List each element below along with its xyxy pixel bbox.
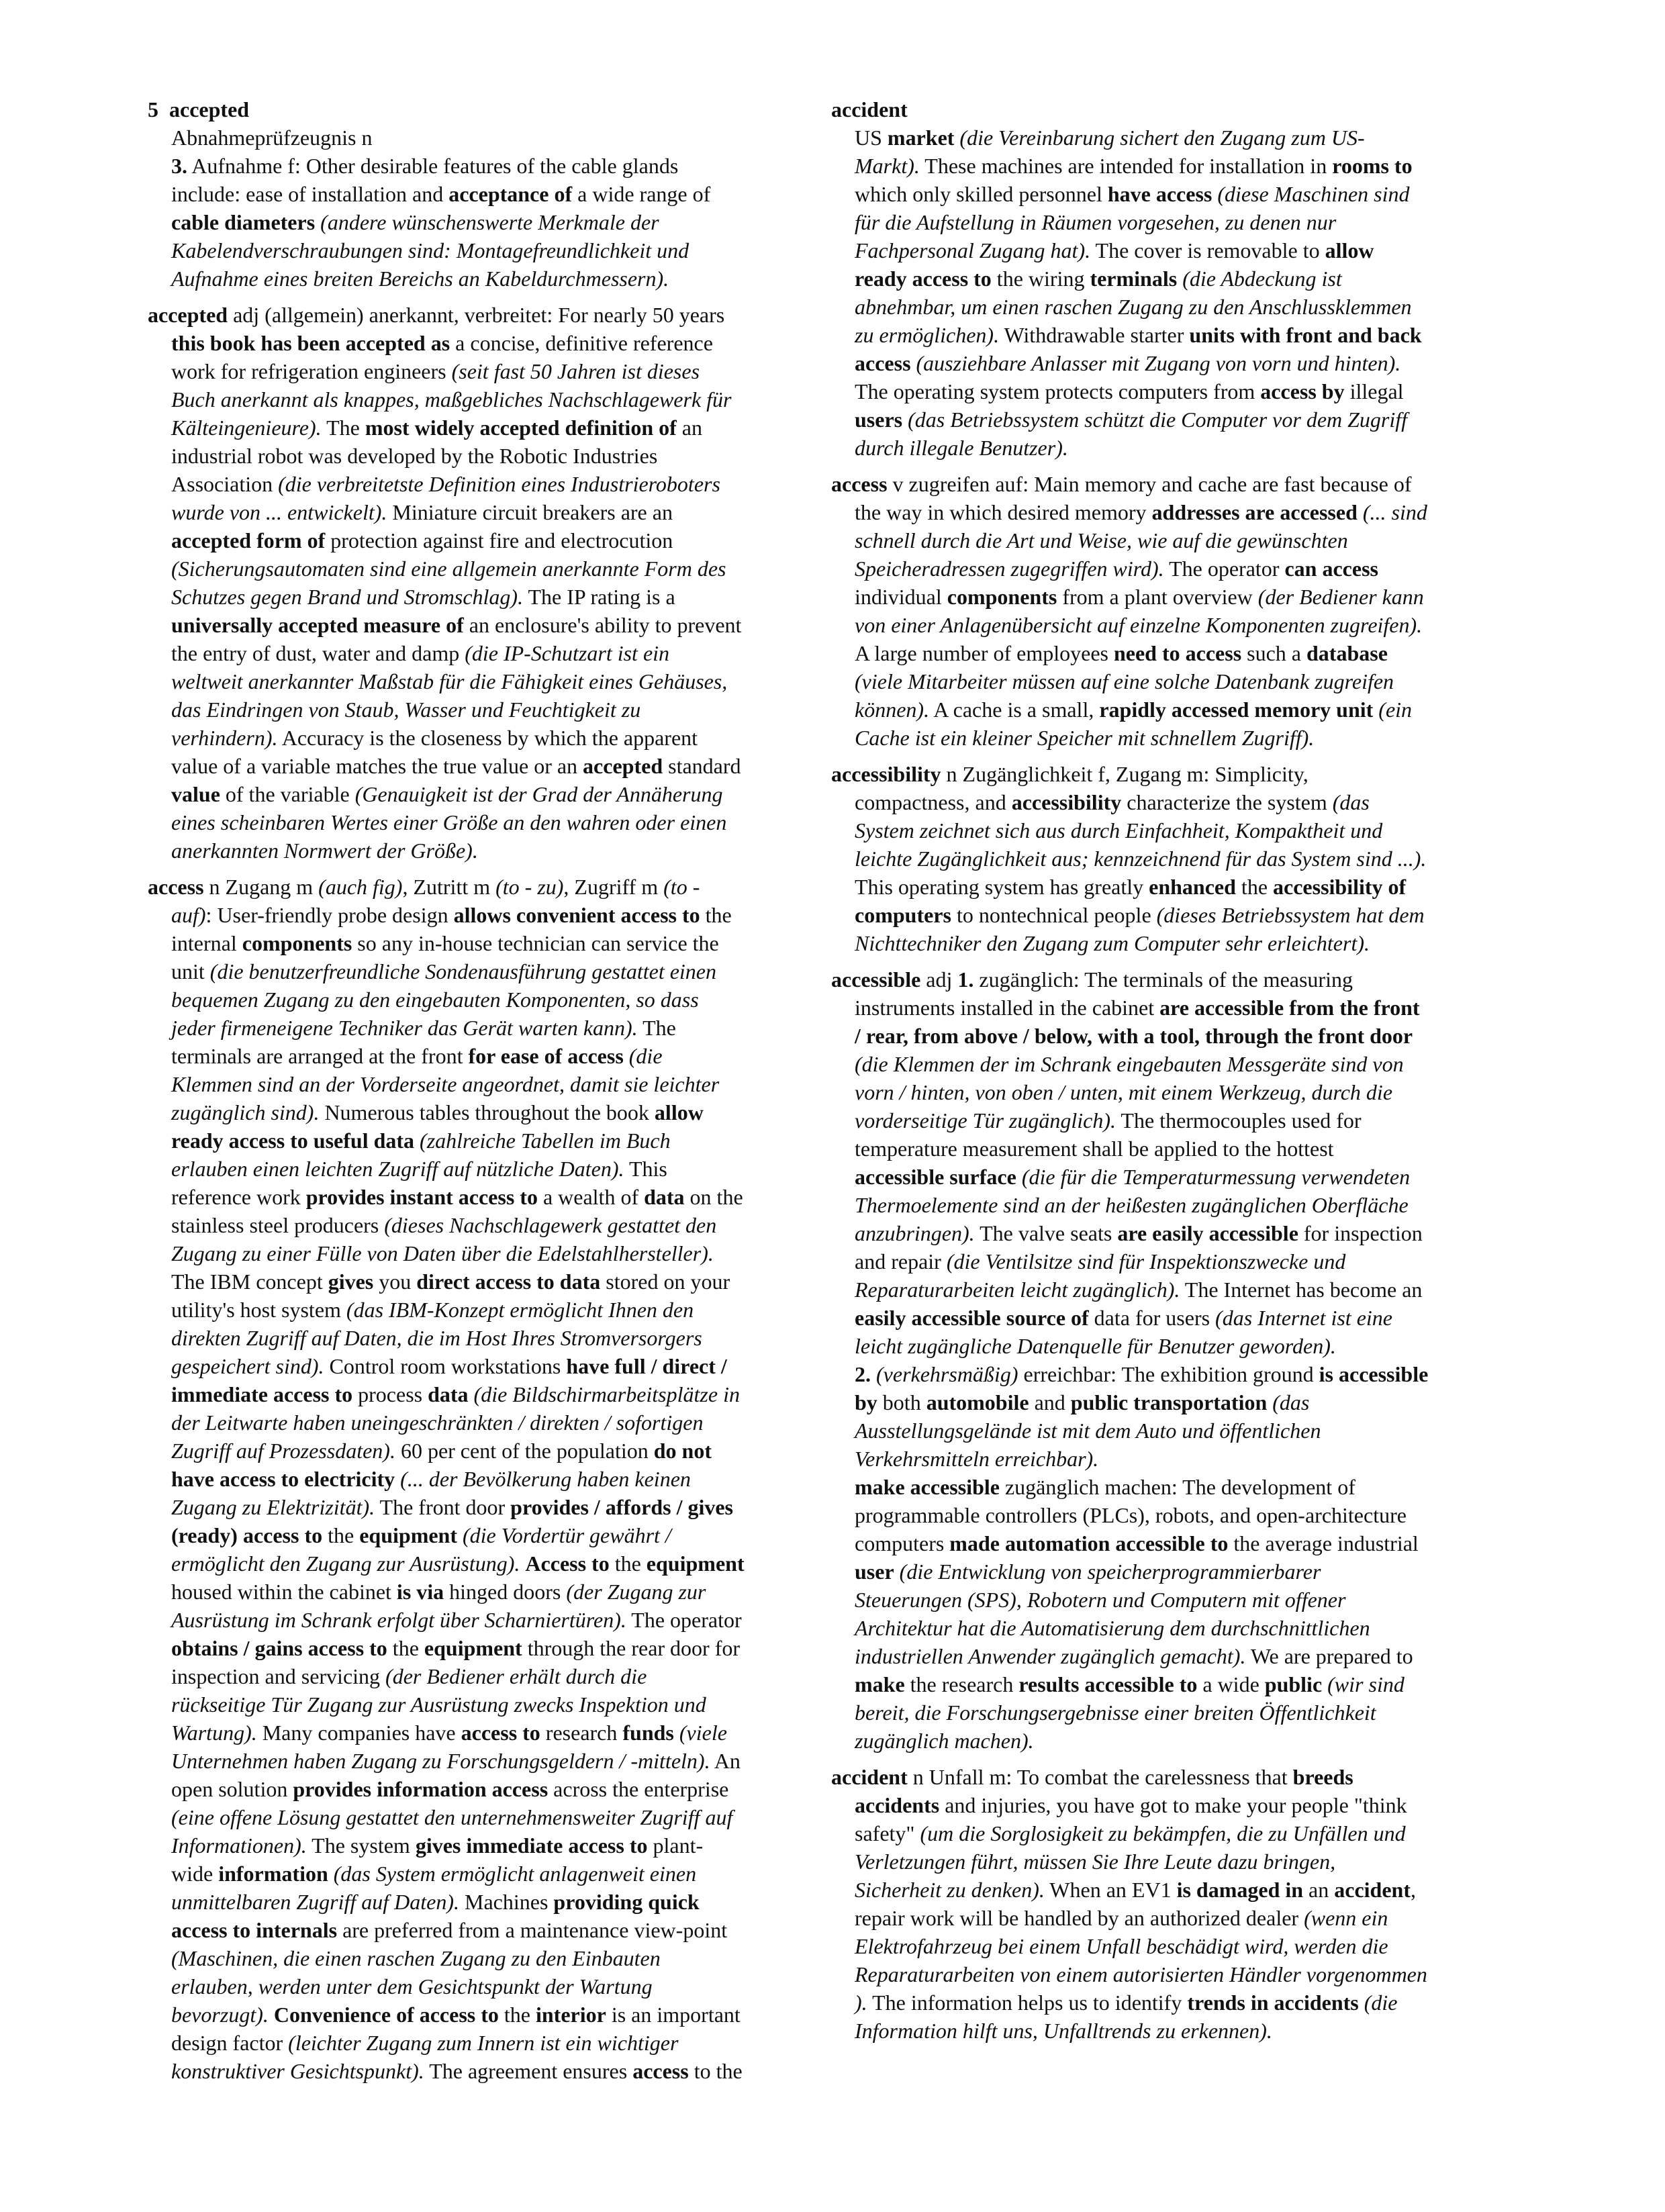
entry-line: konstruktiver Gesichtspunkt). The agreement ensures access to the: [171, 2059, 743, 2083]
entry-line: Verkehrsmitteln erreichbar).: [855, 1447, 1099, 1471]
entry-continuation: [831, 124, 1503, 462]
entry-line: 3. Aufnahme f: Other desirable features of the cable glands: [171, 154, 679, 178]
entry-line: auf): User-friendly probe design allows convenient access to the: [171, 903, 732, 927]
entry-line: Markt). These machines are intended for installation in rooms to: [855, 154, 1413, 178]
entry-line: inspection and servicing (der Bediener erhält durch die: [171, 1664, 647, 1688]
page-header-right: [831, 95, 908, 124]
entry-line: bevorzugt). Convenience of access to the interior is an important: [171, 2003, 741, 2027]
entry-line: which only skilled personnel have access (diese Maschinen sind: [855, 182, 1410, 206]
entry-line: reference work provides instant access to a wealth of data on the: [171, 1185, 743, 1209]
entry-line: System zeichnet sich aus durch Einfachheit, Kompaktheit und: [855, 818, 1383, 843]
entry-line: Unternehmen haben Zugang zu Forschungsgeldern / -mitteln). An: [171, 1749, 741, 1773]
entry-line: safety" (um die Sorglosigkeit zu bekämpfen, die zu Unfällen und: [855, 1821, 1406, 1845]
entry-line: terminals are arranged at the front for ease of access (die: [171, 1044, 663, 1068]
entry-line: repair work will be handled by an authorized dealer (wenn ein: [855, 1906, 1388, 1930]
dictionary-entry: [831, 470, 1503, 752]
entry-line: gespeichert sind). Control room workstations have full / direct /: [171, 1354, 727, 1378]
dictionary-entry: [831, 760, 1503, 957]
entry-line: obtains / gains access to the equipment through the rear door for: [171, 1636, 741, 1660]
entry-line: Wartung). Many companies have access to research funds (viele: [171, 1721, 727, 1745]
dictionary-entry: [148, 301, 819, 865]
entry-line: Klemmen sind an der Vorderseite angeordnet, damit sie leichter: [171, 1072, 720, 1096]
entry-headline: accessibility n Zugänglichkeit f, Zugang m: Simplicity,: [831, 762, 1309, 786]
entry-headline: access n Zugang m (auch fig), Zutritt m (to - zu), Zugriff m (to -: [148, 875, 700, 899]
entry-line: ready access to the wiring terminals (die Abdeckung ist: [855, 267, 1342, 291]
entry-line: value of a variable matches the true value or an accepted standard: [171, 754, 741, 778]
entry-line: have access to electricity (... der Bevölkerung haben keinen: [171, 1467, 691, 1491]
right-guide-word: accident: [831, 97, 908, 122]
entry-line: temperature measurement shall be applied to the hottest: [855, 1137, 1334, 1161]
entry-line: unit (die benutzerfreundliche Sondenausführung gestattet einen: [171, 959, 716, 983]
entry-line: zugänglich machen).: [855, 1729, 1034, 1753]
entry-line: and repair (die Ventilsitze sind für Inspektionszwecke und: [855, 1249, 1346, 1273]
entry-line: anerkannten Normwert der Größe).: [171, 838, 478, 863]
entry-headline: accepted adj (allgemein) anerkannt, verbreitet: For nearly 50 years: [148, 303, 725, 327]
entry-line: industrial robot was developed by the Robotic Industries: [171, 444, 658, 468]
page-header-left: [148, 95, 249, 124]
entry-line: erlauben einen leichten Zugriff auf nützliche Daten). This: [171, 1157, 667, 1181]
entry-line: das Eindringen von Staub, Wasser und Feuchtigkeit zu: [171, 698, 641, 722]
entry-line: rückseitige Tür Zugang zur Ausrüstung zwecks Inspektion und: [171, 1692, 706, 1717]
entry-line: make accessible zugänglich machen: The development of: [855, 1475, 1355, 1499]
entry-line: Architektur hat die Automatisierung dem durchschnittlichen: [855, 1616, 1370, 1640]
entry-line: by both automobile and public transportation (das: [855, 1390, 1310, 1414]
entry-line: Elektrofahrzeug bei einem Unfall beschädigt wird, werden die: [855, 1934, 1388, 1958]
entry-line: schnell durch die Art und Weise, wie auf die gewünschten: [855, 528, 1348, 552]
entry-line: wurde von ... entwickelt). Miniature circuit breakers are an: [171, 500, 673, 524]
left-column: [148, 124, 819, 2085]
entry-line: leicht zugängliche Datenquelle für Benutzer geworden).: [855, 1334, 1336, 1358]
entry-line: A large number of employees need to access such a database: [855, 641, 1388, 665]
entry-line: können). A cache is a small, rapidly accessed memory unit (ein: [855, 698, 1413, 722]
entry-line: compactness, and accessibility characterize the system (das: [855, 790, 1370, 814]
entry-headline: accident n Unfall m: To combat the carelessness that breeds: [831, 1765, 1353, 1789]
entry-line: instruments installed in the cabinet are accessible from the front: [855, 996, 1420, 1020]
dictionary-entry: [148, 873, 819, 2085]
entry-line: (viele Mitarbeiter müssen auf eine solche Datenbank zugreifen: [855, 669, 1394, 693]
entry-line: abnehmbar, um einen raschen Zugang zu den Anschlussklemmen: [855, 295, 1412, 319]
entry-line: the entry of dust, water and damp (die IP-Schutzart ist ein: [171, 641, 670, 665]
entry-line: Verletzungen führt, müssen Sie Ihre Leute dazu bringen,: [855, 1849, 1336, 1874]
entry-line: computers made automation accessible to the average industrial: [855, 1531, 1419, 1555]
entry-line: accidents and injuries, you have got to make your people "think: [855, 1793, 1407, 1817]
entry-line: Sicherheit zu denken). When an EV1 is damaged in an accident,: [855, 1878, 1416, 1902]
entry-line: eines scheinbaren Wertes einer Größe an den wahren oder einen: [171, 810, 727, 834]
entry-line: include: ease of installation and acceptance of a wide range of: [171, 182, 711, 206]
entry-line: Thermoelemente sind an der heißesten zugänglichen Oberfläche: [855, 1193, 1409, 1217]
entry-line: (die Klemmen der im Schrank eingebauten Messgeräte sind von: [855, 1052, 1404, 1076]
entry-line: housed within the cabinet is via hinged doors (der Zugang zur: [171, 1580, 706, 1604]
entry-line: the way in which desired memory addresses are accessed (... sind: [855, 500, 1427, 524]
entry-line: accessible surface (die für die Temperaturmessung verwendeten: [855, 1165, 1411, 1189]
entry-line: The operating system protects computers from access by illegal: [855, 379, 1404, 403]
entry-line: vorderseitige Tür zugänglich). The thermocouples used for: [855, 1108, 1362, 1133]
dictionary-entry: [831, 965, 1503, 1755]
entry-line: weltweit anerkannter Maßstab für die Fähigkeit eines Gehäuses,: [171, 669, 728, 693]
entry-headline: access v zugreifen auf: Main memory and cache are fast because of: [831, 472, 1412, 496]
entry-line: jeder firmeneigene Techniker das Gerät warten kann). The: [171, 1016, 676, 1040]
entry-line: easily accessible source of data for users (das Internet ist eine: [855, 1306, 1392, 1330]
entry-line: US market (die Vereinbarung sichert den Zugang zum US-: [855, 126, 1365, 150]
entry-line: individual components from a plant overview (der Bediener kann: [855, 585, 1424, 609]
entry-line: (Maschinen, die einen raschen Zugang zu den Einbauten: [171, 1946, 661, 1970]
entry-line: open solution provides information access across the enterprise: [171, 1777, 729, 1801]
entry-line: leichte Zugänglichkeit aus; kennzeichnend für das System sind ...).: [855, 847, 1427, 871]
entry-line: für die Aufstellung in Räumen vorgesehen, zu denen nur: [855, 210, 1337, 234]
entry-line: cable diameters (andere wünschenswerte Merkmale der: [171, 210, 659, 234]
entry-headline: accessible adj 1. zugänglich: The terminals of the measuring: [831, 967, 1353, 992]
entry-line: Reparaturarbeiten von einem autorisierten Händler vorgenommen: [855, 1962, 1427, 1986]
entry-line: der Leitwarte haben uneingeschränkten / direkten / sofortigen: [171, 1410, 704, 1435]
entry-line: wide information (das System ermöglicht anlagenweit einen: [171, 1862, 697, 1886]
entry-line: bequemen Zugang zu den eingebauten Komponenten, so dass: [171, 988, 699, 1012]
entry-line: Speicheradressen zugegriffen wird). The operator can access: [855, 557, 1378, 581]
entry-line: Zugang zu Elektrizität). The front door provides / affords / gives: [171, 1495, 733, 1519]
entry-line: vorn / hinten, von oben / unten, mit einem Werkzeug, durch die: [855, 1080, 1393, 1104]
entry-line: industriellen Anwender zugänglich gemacht). We are prepared to: [855, 1644, 1413, 1668]
entry-line: verhindern). Accuracy is the closeness by which the apparent: [171, 726, 698, 750]
entry-line: unmittelbaren Zugriff auf Daten). Machines providing quick: [171, 1890, 700, 1914]
entry-line: durch illegale Benutzer).: [855, 436, 1068, 460]
left-guide-word: accepted: [169, 97, 250, 122]
entry-line: ermöglicht den Zugang zur Ausrüstung). Access to the equipment: [171, 1551, 745, 1576]
entry-line: bereit, die Forschungsergebnisse einer breiten Öffentlichkeit: [855, 1700, 1376, 1725]
entry-line: utility's host system (das IBM-Konzept ermöglicht Ihnen den: [171, 1298, 694, 1322]
entry-line: Reparaturarbeiten leicht zugänglich). The Internet has become an: [855, 1278, 1423, 1302]
entry-line: Kabelendverschraubungen sind: Montagefreundlichkeit und: [171, 238, 689, 262]
page-number: 5: [148, 97, 158, 122]
entry-line: Ausstellungsgelände ist mit dem Auto und öffentlichen: [855, 1418, 1321, 1443]
entry-line: erlauben, werden unter dem Gesichtspunkt der Wartung: [171, 1974, 653, 1999]
entry-line: Information hilft uns, Unfalltrends zu erkennen).: [855, 2019, 1272, 2043]
entry-line: this book has been accepted as a concise, definitive reference: [171, 331, 713, 355]
entry-line: Zugriff auf Prozessdaten). 60 per cent of the population do not: [171, 1439, 712, 1463]
entry-line: Abnahmeprüfzeugnis n: [171, 126, 373, 150]
entry-line: Association (die verbreitetste Definition eines Industrieroboters: [171, 472, 720, 496]
entry-line: direkten Zugriff auf Daten, die im Host Ihres Stromversorgers: [171, 1326, 702, 1350]
entry-line: universally accepted measure of an enclosure's ability to prevent: [171, 613, 742, 637]
entry-line: stainless steel producers (dieses Nachschlagewerk gestattet den: [171, 1213, 717, 1237]
entry-line: Schutzes gegen Brand und Stromschlag). The IP rating is a: [171, 585, 675, 609]
entry-line: anzubringen). The valve seats are easily accessible for inspection: [855, 1221, 1423, 1245]
entry-line: Nichttechniker den Zugang zum Computer sehr erleichtert).: [855, 931, 1370, 955]
entry-line: accepted form of protection against fire and electrocution: [171, 528, 673, 552]
entry-line: Informationen). The system gives immediate access to plant-: [171, 1833, 704, 1858]
entry-line: Kälteingenieure). The most widely accepted definition of an: [171, 416, 702, 440]
entry-line: work for refrigeration engineers (seit fast 50 Jahren ist dieses: [171, 359, 700, 383]
entry-line: zu ermöglichen). Withdrawable starter units with front and back: [855, 323, 1422, 347]
entry-line: Cache ist ein kleiner Speicher mit schnellem Zugriff).: [855, 726, 1315, 750]
entry-line: Ausrüstung im Schrank erfolgt über Scharniertüren). The operator: [171, 1608, 742, 1632]
entry-line: von einer Anlagenübersicht auf einzelne Komponenten zugreifen).: [855, 613, 1423, 637]
entry-line: Buch anerkannt als knappes, maßgebliches Nachschlagewerk für: [171, 387, 732, 412]
dictionary-entry: [831, 1763, 1503, 2045]
entry-line: immediate access to process data (die Bildschirmarbeitsplätze in: [171, 1382, 740, 1406]
entry-line: user (die Entwicklung von speicherprogrammierbarer: [855, 1559, 1321, 1584]
entry-line: Zugang zu einer Fülle von Daten über die Edelstahlhersteller).: [171, 1241, 714, 1265]
entry-line: users (das Betriebssystem schützt die Computer vor dem Zugriff: [855, 407, 1408, 432]
entry-line: ready access to useful data (zahlreiche Tabellen im Buch: [171, 1128, 671, 1153]
entry-line: Steuerungen (SPS), Robotern und Computern mit offener: [855, 1588, 1346, 1612]
entry-line: access (ausziehbare Anlasser mit Zugang von vorn und hinten).: [855, 351, 1401, 375]
right-column: [831, 124, 1503, 2045]
entry-line: make the research results accessible to a wide public (wir sind: [855, 1672, 1405, 1696]
entry-line: value of the variable (Genauigkeit ist der Grad der Annäherung: [171, 782, 723, 806]
entry-line: 2. (verkehrsmäßig) erreichbar: The exhibition ground is accessible: [855, 1362, 1429, 1386]
entry-line: Fachpersonal Zugang hat). The cover is removable to allow: [855, 238, 1374, 262]
entry-line: Aufnahme eines breiten Bereichs an Kabeldurchmessern).: [171, 267, 669, 291]
entry-line: (ready) access to the equipment (die Vordertür gewährt /: [171, 1523, 671, 1547]
entry-line: / rear, from above / below, with a tool, through the front door: [855, 1024, 1413, 1048]
entry-line: access to internals are preferred from a maintenance view-point: [171, 1918, 728, 1942]
entry-line: programmable controllers (PLCs), robots, and open-architecture: [855, 1503, 1407, 1527]
entry-line: computers to nontechnical people (dieses Betriebssystem hat dem: [855, 903, 1425, 927]
entry-line: ). The information helps us to identify trends in accidents (die: [855, 1990, 1398, 2015]
entry-continuation: [148, 124, 819, 293]
entry-line: design factor (leichter Zugang zum Innern ist ein wichtiger: [171, 2031, 679, 2055]
entry-line: (Sicherungsautomaten sind eine allgemein anerkannte Form des: [171, 557, 726, 581]
entry-line: The IBM concept gives you direct access to data stored on your: [171, 1269, 730, 1294]
entry-line: (eine offene Lösung gestattet den unternehmensweiter Zugriff auf: [171, 1805, 733, 1829]
entry-line: internal components so any in-house technician can service the: [171, 931, 719, 955]
entry-line: This operating system has greatly enhanced the accessibility of: [855, 875, 1407, 899]
entry-line: zugänglich sind). Numerous tables throughout the book allow: [171, 1100, 704, 1124]
